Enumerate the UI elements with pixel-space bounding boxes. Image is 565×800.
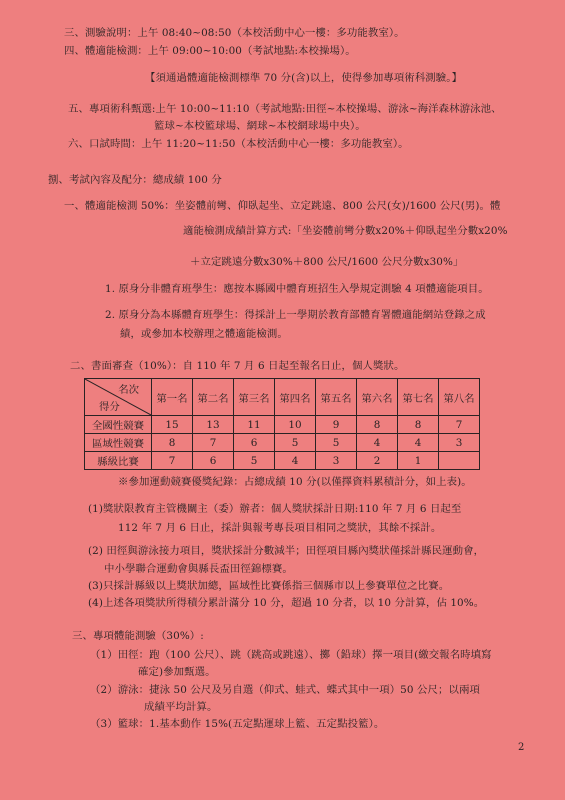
table-cell [439,452,480,470]
part-1-fitness-test: 一、體適能檢測 50%：坐姿體前彎、仰臥起坐、立定跳遠、800 公尺(女)/1600 公尺(男)。體 [64,200,501,212]
table-row [85,416,480,434]
row-label: 全國性競賽 [85,416,152,434]
fitness-formula-line-1: 適能檢測成績計算方式:「坐姿體前彎分數x20%＋仰臥起坐分數x20% [183,225,508,237]
item-6-oral-exam: 六、口試時間：上午 11:20~11:50（本校活動中心一樓：多功能教室）。 [68,138,409,150]
item-3-test-briefing: 三、測驗說明：上午 08:40~08:50（本校活動中心一樓：多功能教室）。 [64,27,405,39]
skill-2-swimming: （2）游泳：捷泳 50 公尺及另自選（仰式、蛙式、蝶式其中一項）50 公尺；以兩項 [90,684,480,696]
table-cell: 8 [357,416,398,434]
rule-2-sports-class: 2. 原身分為本縣體育班學生：得採計上一學期於教育部體育署體適能網站登錄之成 [105,309,486,321]
table-cell: 3 [316,452,357,470]
fitness-pass-notice: 【須通過體適能檢測標準 70 分(含)以上，使得參加專項術科測驗。】 [145,72,463,84]
item-5-venues-cont: 籃球~本校籃球場、網球~本校網球場中央）。 [154,120,366,132]
rule-1-non-sports-class: 1. 原身分非體育班學生：應按本縣國中體育班招生入學規定測驗 4 項體適能項目。 [105,283,489,295]
award-score-table [84,378,480,470]
item-5-skill-selection: 五、專項術科甄選:上午 10:00~11:10（考試地點:田徑~本校操場、游泳~海洋森林游泳池、 [68,103,502,115]
table-cell: 8 [152,434,193,452]
row-label: 區域性競賽 [85,434,152,452]
fitness-formula-line-2: ＋立定跳遠分數x30%＋800 公尺/1600 公尺分數x30%」 [190,256,464,268]
table-cell: 6 [193,452,234,470]
section-8-heading: 捌、考試內容及配分：總成績 100 分 [48,174,222,186]
note-1-cont: 112 年 7 月 6 日止，採計與報考專長項目相同之獎狀，其餘不採計。 [118,522,442,534]
table-cell: 3 [439,434,480,452]
column-header: 第六名 [357,379,398,416]
table-cell: 5 [316,434,357,452]
column-header: 第七名 [398,379,439,416]
table-cell: 5 [275,434,316,452]
table-row [85,434,480,452]
table-cell: 4 [275,452,316,470]
column-header: 第一名 [152,379,193,416]
note-2-cont: 中小學聯合運動會與縣長盃田徑錦標賽。 [104,563,293,575]
corner-score-label: 得分 [99,401,120,413]
table-cell: 2 [357,452,398,470]
part-3-skill-test: 三、專項體能測驗（30%）: [72,630,204,642]
table-cell: 4 [357,434,398,452]
note-4-score-cap: (4)上述各項獎狀所得積分累計滿分 10 分，超過 10 分者，以 10 分計算，佔 10%。 [88,597,485,609]
table-cell: 4 [398,434,439,452]
table-row [85,452,480,470]
corner-rank-label: 名次 [118,384,139,396]
column-header: 第二名 [193,379,234,416]
table-cell: 5 [234,452,275,470]
item-4-fitness-test-time: 四、體適能檢測：上午 09:00~10:00（考試地點:本校操場）。 [64,45,356,57]
row-label: 縣級比賽 [85,452,152,470]
table-cell: 1 [398,452,439,470]
page-number: 2 [518,742,525,753]
table-cell: 10 [275,416,316,434]
rule-2-cont: 績，或參加本校辦理之體適能檢測。 [120,328,288,340]
note-2-relay-rule: (2) 田徑與游泳接力項目，獎狀採計分數減半；田徑項目縣內獎狀僅採計縣民運動會， [88,545,485,557]
table-cell: 13 [193,416,234,434]
column-header: 第三名 [234,379,275,416]
skill-3-basketball: （3）籃球：1.基本動作 15%(五定點運球上籃、五定點投籃）。 [90,718,385,730]
table-cell: 6 [234,434,275,452]
column-header: 第五名 [316,379,357,416]
part-2-document-review: 二、書面審查（10%）：自 110 年 7 月 6 日起至報名日止，個人獎狀。 [70,360,405,372]
skill-2-cont: 成績平均計算。 [144,701,218,713]
column-header: 第八名 [439,379,480,416]
table-cell: 7 [193,434,234,452]
table-cell: 11 [234,416,275,434]
table-cell: 8 [398,416,439,434]
skill-1-track-field: （1）田徑：跑（100 公尺）、跳（跳高或跳遠）、擲（鉛球）擇一項目(繳交報名時填寫 [90,649,492,661]
table-cell: 15 [152,416,193,434]
note-1-award-scope: (1)獎狀限教育主管機關主（委）辦者：個人獎狀採計日期:110 年 7 月 6 日起至 [88,503,462,515]
table-cell: 9 [316,416,357,434]
table-cell: 7 [439,416,480,434]
skill-1-cont: 確定)參加甄選。 [138,666,216,678]
column-header: 第四名 [275,379,316,416]
note-3-county-level: (3)只採計縣級以上獎狀加總，區域性比賽係指三個縣市以上參賽單位之比賽。 [88,580,450,592]
award-record-note: ※參加運動競賽優獎紀錄：占總成績 10 分(以僅擇資料累積計分，如上表)。 [118,476,472,488]
table-corner-cell [85,379,152,416]
table-cell: 7 [152,452,193,470]
